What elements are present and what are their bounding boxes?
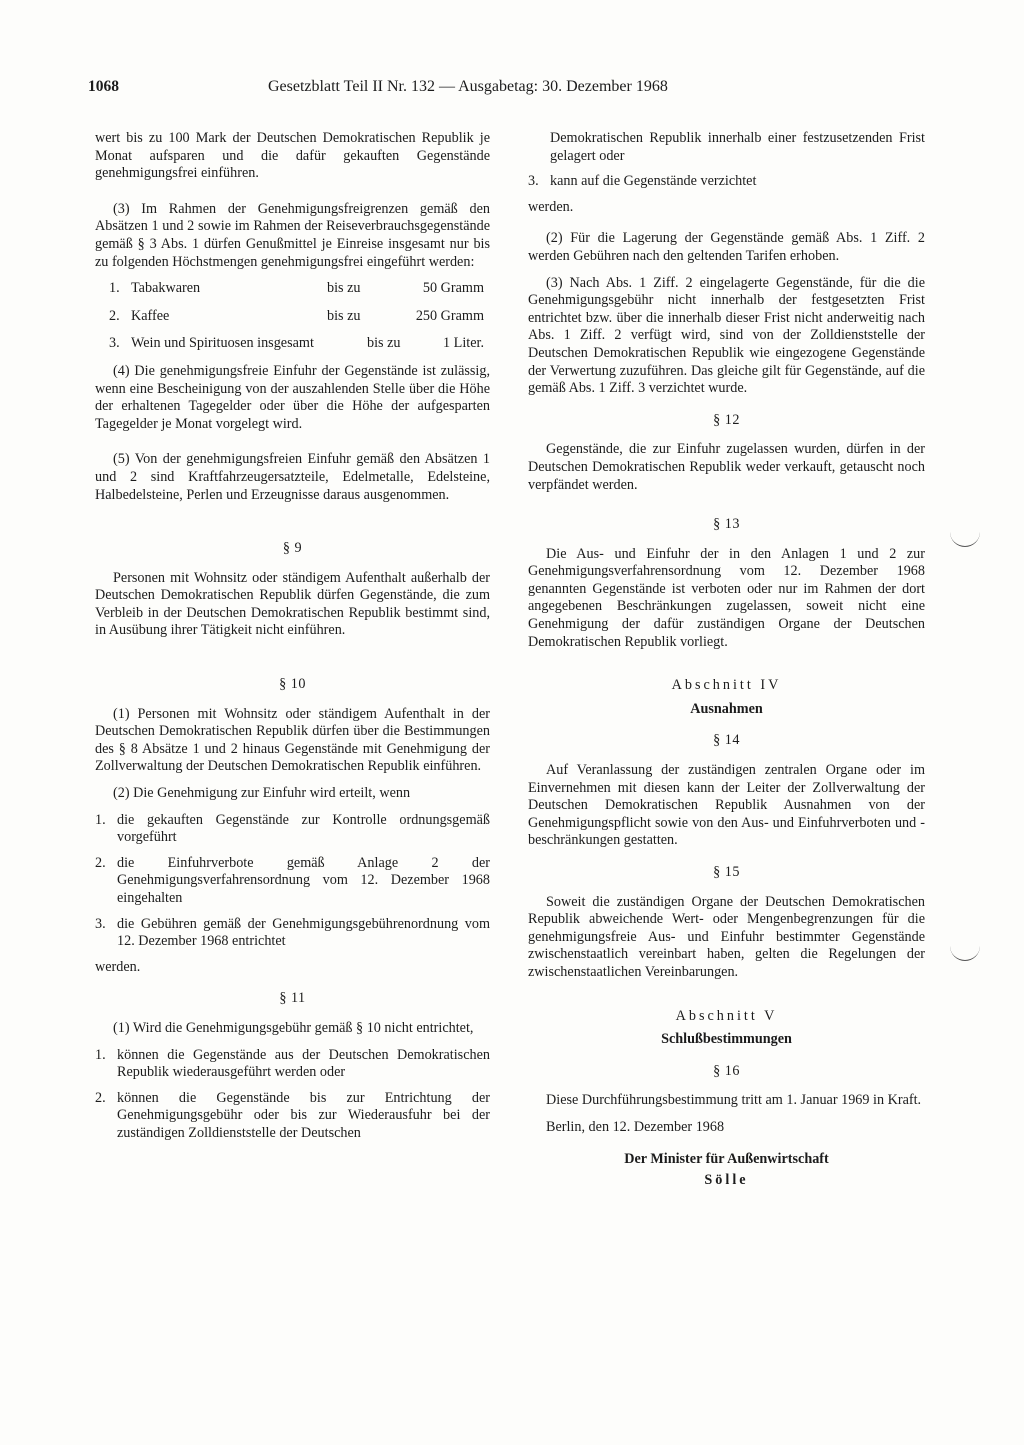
section-10-end: werden. [95,958,141,975]
section-11-paragraph-3: (3) Nach Abs. 1 Ziff. 2 eingelagerte Gegenstände, für die die Genehmigungsgebühr nicht innerhalb der festgesetzten Frist entrichtet bzw. über die innerhalb dieser Frist nicht anderweitig nach Abs. 1 Ziff. 2 verfügt wird, sind von der Zolldienststelle der Deutschen Demokratischen Republik wie eingezogene Gegenstände der Verwertung zuzuführen. Das gleiche gilt für Gegenstände, auf die gemäß Abs. 1 Ziff. 3 verzichtet wurde. [528,274,925,397]
list-item [95,916,490,951]
gazette-title: Gesetzblatt Teil II Nr. 132 — Ausgabetag: 30. Dezember 1968 [268,78,668,95]
row-item: Wein und Spirituosen insgesamt [131,335,314,352]
section-14-text: Auf Veranlassung der zuständigen zentralen Organe oder im Einvernehmen mit diesen kann der Leiter der Zollverwaltung der Deutschen Demokratischen Republik Ausnahmen von der Genehmigungspflicht sowie von den Aus- und Einfuhrverboten und -beschränkungen gestatten. [528,762,925,849]
list-number: 1. [95,1046,106,1063]
section-12-heading: § 12 [713,411,740,428]
paragraph-8-4: (4) Die genehmigungsfreie Einfuhr der Gegenstände ist zulässig, wenn eine Bescheinigung von der auszahlenden Stelle über die Höhe der erhaltenen Tagegelder oder über die Höhe der aufgesparten Tagegelder je Monat vorgelegt wird. [95,362,490,432]
abschnitt-v-title: Schlußbestimmungen [661,1031,792,1048]
list-item [528,173,925,191]
list-item-continued [528,130,925,165]
row-number: 2. [109,307,120,324]
list-number-blank [528,130,550,165]
section-16-text: Diese Durchführungsbestimmung tritt am 1. Januar 1969 in Kraft. [546,1092,922,1109]
list-text: die Gebühren gemäß der Genehmigungsgebührenordnung vom 12. Dezember 1968 entrichtet [117,915,490,950]
place-and-date: Berlin, den 12. Dezember 1968 [546,1118,725,1135]
section-11-paragraph-2: (2) Für die Lagerung der Gegenstände gemäß Abs. 1 Ziff. 2 werden Gebühren nach den geltenden Tarifen erhoben. [528,230,925,264]
margin-mark [950,532,980,547]
section-10-heading: § 10 [279,676,306,693]
margin-mark [950,946,980,961]
list-item [95,812,490,847]
section-10-paragraph-2: (2) Die Genehmigung zur Einfuhr wird erteilt, wenn [113,785,411,802]
row-prep: bis zu [367,335,401,352]
section-13-heading: § 13 [713,516,740,533]
row-number: 1. [109,280,120,297]
section-11-paragraph-1: (1) Wird die Genehmigungsgebühr gemäß § 10 nicht entrichtet, [113,1019,474,1036]
list-text: können die Gegenstände bis zur Entrichtung der Genehmigungsgebühr oder bis zur Wiederausfuhr bei der zuständigen Zolldienststelle der Deutschen [117,1089,490,1141]
section-14-heading: § 14 [713,732,740,749]
row-amount: 50 Gramm [422,280,484,297]
list-text: die gekauften Gegenstände zur Kontrolle ordnungsgemäß vorgeführt [117,811,490,846]
signature-block [528,1151,925,1190]
row-number: 3. [109,335,120,352]
table-row [109,335,484,353]
list-number: 3. [95,915,106,932]
section-13-text: Die Aus- und Einfuhr der in den Anlagen 1 und 2 zur Genehmigungsverfahrensordnung vom 12. Dezember 1968 genannten Gegenstände ist verboten oder nur im Rahmen der dort angegebenen Beschränkungen zugelassen, soweit nicht eine Genehmigung der dafür zuständigen Organe der Deutschen Demokratischen Republik vorliegt. [528,545,925,650]
paragraph-continued: wert bis zu 100 Mark der Deutschen Demokratischen Republik je Monat aufsparen und die dafür gekauften Gegenstände genehmigungsfrei einführen. [95,130,490,182]
list-text: Demokratischen Republik innerhalb einer festzusetzenden Frist gelagert oder [550,130,925,164]
list-number: 2. [95,854,106,871]
row-item: Tabakwaren [131,280,201,297]
page-header [88,76,668,102]
abschnitt-iv-heading: Abschnitt IV [671,677,782,694]
list-number: 2. [95,1089,106,1106]
row-amount: 250 Gramm [415,307,484,324]
section-9-text: Personen mit Wohnsitz oder ständigem Aufenthalt außerhalb der Deutschen Demokratischen Republik dürfen Gegenstände, die zum Verbleib in der Deutschen Demokratischen Republik bestimmt sind, in Ausübung ihrer Tätigkeit nicht einführen. [95,569,490,639]
section-12-text: Gegenstände, die zur Einfuhr zugelassen wurden, dürfen in der Deutschen Demokratischen Republik weder verkauft, getauscht noch verpfändet werden. [528,441,925,493]
list-number: 1. [95,811,106,828]
page-number: 1068 [88,78,119,95]
table-row [109,308,484,326]
list-item [95,1047,490,1082]
row-item: Kaffee [131,307,170,324]
row-prep: bis zu [327,280,361,297]
left-column [95,130,490,1151]
list-text: kann auf die Gegenstände verzichtet [550,173,757,190]
quantity-table [109,280,484,353]
list-number: 3. [528,173,539,190]
section-15-heading: § 15 [713,864,740,880]
right-column [528,130,925,1190]
section-16-heading: § 16 [713,1062,740,1079]
list-text: die Einfuhrverbote gemäß Anlage 2 der Genehmigungsverfahrensordnung vom 12. Dezember 1968 eingehalten [117,854,490,906]
paragraph-8-3: (3) Im Rahmen der Genehmigungsfreigrenzen gemäß den Absätzen 1 und 2 sowie im Rahmen der Reiseverbrauchsgegenstände gemäß § 3 Abs. 1 dürfen Genußmittel je Einreise insgesamt nur bis zu folgenden Höchstmengen genehmigungsfrei eingeführt werden: [95,200,490,270]
list-text: können die Gegenstände aus der Deutschen Demokratischen Republik wiederausgeführt werden oder [117,1046,490,1081]
minister-title: Der Minister für Außenwirtschaft [624,1150,829,1167]
section-10-paragraph-1: (1) Personen mit Wohnsitz oder ständigem Aufenthalt in der Deutschen Demokratischen Republik dürfen über die Bestimmungen des § 8 Absätze 1 und 2 hinaus Gegenstände mit Genehmigung der Zollverwaltung der Deutschen Demokratischen Republik einführen. [95,705,490,775]
signatory-name: Sölle [704,1172,749,1189]
table-row [109,280,484,298]
paragraph-8-5: (5) Von der genehmigungsfreien Einfuhr gemäß den Absätzen 1 und 2 sind Kraftfahrzeugersatzteile, Edelmetalle, Edelsteine, Halbedelsteine, Perlen und Erzeugnisse daraus ausgenommen. [95,451,490,503]
section-15-text: Soweit die zuständigen Organe der Deutschen Demokratischen Republik abweichende Wert- oder Mengenbegrenzungen für die genehmigungsfreie Aus- und Einfuhr bestimmter Gegenstände zwischenstaatlich vereinbart haben, gelten die Regelungen der zwischenstaatlichen Vereinbarungen. [528,893,925,980]
section-11-end: werden. [528,198,574,215]
row-amount: 1 Liter. [443,335,484,352]
list-item [95,855,490,908]
abschnitt-iv-title: Ausnahmen [690,700,763,717]
section-11-heading: § 11 [279,990,306,1007]
abschnitt-v-heading: Abschnitt V [675,1007,778,1024]
section-9-heading: § 9 [282,540,303,557]
row-prep: bis zu [327,307,361,324]
list-item [95,1090,490,1143]
